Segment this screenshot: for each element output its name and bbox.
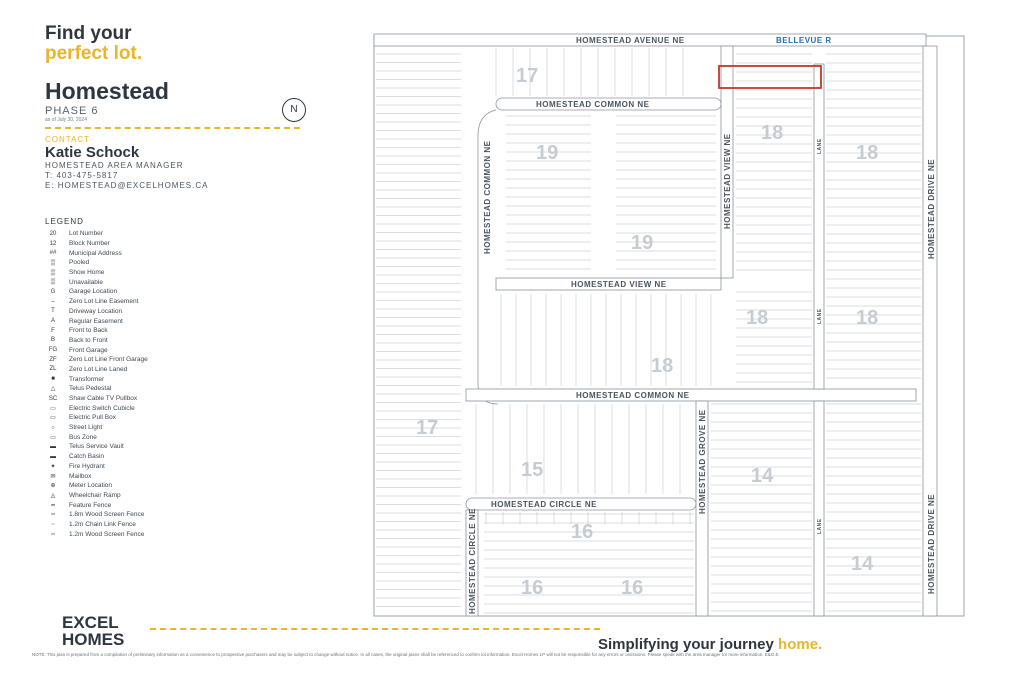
block-number: 16 xyxy=(571,521,594,543)
contact-name: Katie Schock xyxy=(45,144,140,161)
block-number: 18 xyxy=(761,122,784,144)
phase-label: PHASE 6 xyxy=(45,105,99,117)
block-number: 16 xyxy=(621,577,644,599)
street-drive-2: HOMESTEAD DRIVE NE xyxy=(927,493,936,594)
legend-symbol-icon: △ xyxy=(50,386,56,393)
legend-item xyxy=(45,277,345,287)
legend-symbol-icon: T xyxy=(51,308,55,315)
legend-item xyxy=(45,510,345,520)
legend-label: Fire Hydrant xyxy=(69,462,105,470)
legend-label: Block Number xyxy=(69,240,110,248)
legend-symbol-icon: ▭ xyxy=(50,434,56,441)
street-view: HOMESTEAD VIEW NE xyxy=(571,280,667,289)
legend-item xyxy=(45,403,345,413)
legend-symbol-icon: ━ xyxy=(51,502,55,509)
north-arrow-icon: N xyxy=(282,98,306,122)
legend-item xyxy=(45,248,345,258)
legend-symbol-icon: ▬ xyxy=(50,443,56,450)
legend-symbol-icon: ▒ xyxy=(50,279,56,286)
legend-item xyxy=(45,384,345,394)
street-view-vertical: HOMESTEAD VIEW NE xyxy=(723,133,732,229)
legend-item xyxy=(45,239,345,249)
street-circle-vertical: HOMESTEAD CIRCLE NE xyxy=(468,508,477,614)
legend-item xyxy=(45,316,345,326)
legend-item xyxy=(45,442,345,452)
legend-item xyxy=(45,374,345,384)
legend-label: Catch Basin xyxy=(69,453,105,461)
excel-homes-logo: EXCEL HOMES xyxy=(62,613,125,649)
legend-symbol-icon: ◬ xyxy=(50,492,56,499)
legend-list xyxy=(45,229,345,539)
legend-label: Show Home xyxy=(69,269,105,277)
block-number: 19 xyxy=(631,232,654,254)
legend-label: Unavailable xyxy=(69,278,103,286)
legend-symbol-icon: 12 xyxy=(49,240,57,247)
road-common-mid xyxy=(466,389,916,401)
street-common-left: HOMESTEAD COMMON NE xyxy=(483,140,492,254)
block-number: 16 xyxy=(521,577,544,599)
contact-heading: CONTACT xyxy=(45,135,91,144)
legend-label: Front to Back xyxy=(69,327,108,335)
divider xyxy=(45,127,300,129)
legend-symbol-icon: SC xyxy=(48,395,58,402)
legend-item xyxy=(45,297,345,307)
legend-label: Street Light xyxy=(69,424,103,432)
legend-title: LEGEND xyxy=(45,217,84,226)
legend-label: Telus Service Vault xyxy=(69,443,124,451)
legend-item xyxy=(45,287,345,297)
legend-item xyxy=(45,355,345,365)
legend-item xyxy=(45,481,345,491)
legend-item xyxy=(45,452,345,462)
block-number: 18 xyxy=(746,307,769,329)
legend-label: Lot Number xyxy=(69,230,103,238)
legend-item xyxy=(45,491,345,501)
legend-label: 1.8m Wood Screen Fence xyxy=(69,511,145,519)
legend-symbol-icon: ▬ xyxy=(50,453,56,460)
legend-item xyxy=(45,336,345,346)
as-of-date: as of July 30, 2024 xyxy=(45,117,87,123)
legend-label: Driveway Location xyxy=(69,307,123,315)
legend-label: Municipal Address xyxy=(69,249,122,257)
street-bellevue: BELLEVUE R xyxy=(776,36,832,45)
legend-symbol-icon: ▒ xyxy=(50,269,56,276)
legend-symbol-icon: 20 xyxy=(49,230,57,237)
headline-accent: perfect lot. xyxy=(45,43,143,64)
block-number: 15 xyxy=(521,459,544,481)
street-drive-1: HOMESTEAD DRIVE NE xyxy=(927,158,936,259)
legend-label: Garage Location xyxy=(69,288,118,296)
legend-label: Zero Lot Line Laned xyxy=(69,365,128,373)
legend-label: Zero Lot Line Front Garage xyxy=(69,356,148,364)
lot-map xyxy=(366,24,966,624)
legend-symbol-icon: ▒ xyxy=(50,259,56,266)
lane-2 xyxy=(814,401,824,616)
legend-label: Pooled xyxy=(69,259,90,267)
lane-1 xyxy=(814,64,824,389)
legend-symbol-icon: B xyxy=(50,337,55,344)
legend-item xyxy=(45,471,345,481)
legend-label: Telus Pedestal xyxy=(69,385,112,393)
legend-label: Bus Zone xyxy=(69,433,97,441)
legend-symbol-icon: ZL xyxy=(49,366,57,373)
legend-symbol-icon: ○ xyxy=(51,424,55,431)
roads xyxy=(374,34,937,616)
legend-item xyxy=(45,529,345,539)
info-sidebar xyxy=(45,24,345,539)
legend-symbol-icon: ⊕ xyxy=(50,483,56,490)
block-number: 14 xyxy=(851,553,874,575)
legend-symbol-icon: G xyxy=(50,288,56,295)
block-number: 17 xyxy=(516,65,539,87)
legend-label: Electric Pull Box xyxy=(69,414,116,422)
legend-item xyxy=(45,345,345,355)
legend-item xyxy=(45,500,345,510)
legend-item xyxy=(45,229,345,239)
street-grove: HOMESTEAD GROVE NE xyxy=(698,409,707,514)
legend-symbol-icon: ✉ xyxy=(50,473,56,480)
block-number: 18 xyxy=(856,307,879,329)
legend-label: 1.2m Chain Link Fence xyxy=(69,520,136,528)
legend-item xyxy=(45,423,345,433)
tagline: Simplifying your journey home. xyxy=(598,636,823,653)
legend-symbol-icon: FG xyxy=(48,347,58,354)
legend-label: Shaw Cable TV Pullbox xyxy=(69,395,138,403)
legend-symbol-icon: ‒ xyxy=(51,298,55,305)
legend-label: Back to Front xyxy=(69,336,108,344)
highlighted-lots xyxy=(719,66,821,88)
street-common-mid: HOMESTEAD COMMON NE xyxy=(576,391,690,400)
legend-symbol-icon: ## xyxy=(49,250,57,257)
legend-symbol-icon: ┄ xyxy=(51,521,55,528)
headline: Find your xyxy=(45,23,132,44)
legend-symbol-icon: ✦ xyxy=(50,463,56,470)
legend-item xyxy=(45,258,345,268)
legend-symbol-icon: ■ xyxy=(51,376,55,383)
disclaimer: NOTE: This plan is prepared from a compilation of preliminary information as a convenience to prospective purchasers and may be subject to change without notice. In all cases, the original plans shall be referenced to confirm lot information. Excel Homes LP will not be responsible for any errors or omissions. Please speak with the area manager for more information. E&O.E. xyxy=(32,652,780,657)
legend-symbol-icon: ┅ xyxy=(51,512,55,519)
legend-label: 1.2m Wood Screen Fence xyxy=(69,530,145,538)
legend-symbol-icon: ┉ xyxy=(51,531,55,538)
legend-symbol-icon: A xyxy=(50,318,55,325)
legend-item xyxy=(45,413,345,423)
legend-item xyxy=(45,520,345,530)
legend-label: Electric Switch Cubicle xyxy=(69,404,135,412)
legend-symbol-icon: ▭ xyxy=(50,405,56,412)
legend-item xyxy=(45,462,345,472)
block-number: 19 xyxy=(536,142,559,164)
contact-email: E: HOMESTEAD@EXCELHOMES.CA xyxy=(45,181,209,190)
legend-label: Transformer xyxy=(69,375,105,383)
block-number: 18 xyxy=(651,355,674,377)
legend-symbol-icon: ZF xyxy=(49,356,57,363)
legend-label: Wheelchair Ramp xyxy=(69,491,121,499)
community-name: Homestead xyxy=(45,78,169,104)
block-number: 14 xyxy=(751,465,774,487)
legend-label: Feature Fence xyxy=(69,501,112,509)
lot-lines xyxy=(376,48,921,613)
legend-item xyxy=(45,326,345,336)
block-number: 17 xyxy=(416,417,439,439)
legend-item xyxy=(45,432,345,442)
legend-label: Zero Lot Line Easement xyxy=(69,298,139,306)
legend-item xyxy=(45,394,345,404)
street-common-top: HOMESTEAD COMMON NE xyxy=(536,100,650,109)
legend-label: Mailbox xyxy=(69,472,92,480)
legend-label: Meter Location xyxy=(69,482,112,490)
legend-item xyxy=(45,307,345,317)
lane-label-3: LANE xyxy=(817,518,823,534)
contact-title: HOMESTEAD AREA MANAGER xyxy=(45,161,184,170)
legend-label: Regular Easement xyxy=(69,317,123,325)
legend-item xyxy=(45,268,345,278)
street-circle: HOMESTEAD CIRCLE NE xyxy=(491,500,597,509)
legend-label: Front Garage xyxy=(69,346,108,354)
contact-phone: T: 403-475-5817 xyxy=(45,171,119,180)
legend-item xyxy=(45,365,345,375)
legend-symbol-icon: ▭ xyxy=(50,415,56,422)
legend-symbol-icon: F xyxy=(51,327,55,334)
lane-label-1: LANE xyxy=(817,138,823,154)
lane-label-2: LANE xyxy=(817,308,823,324)
footer-divider xyxy=(150,628,600,630)
street-avenue: HOMESTEAD AVENUE NE xyxy=(576,36,685,45)
block-number: 18 xyxy=(856,142,879,164)
